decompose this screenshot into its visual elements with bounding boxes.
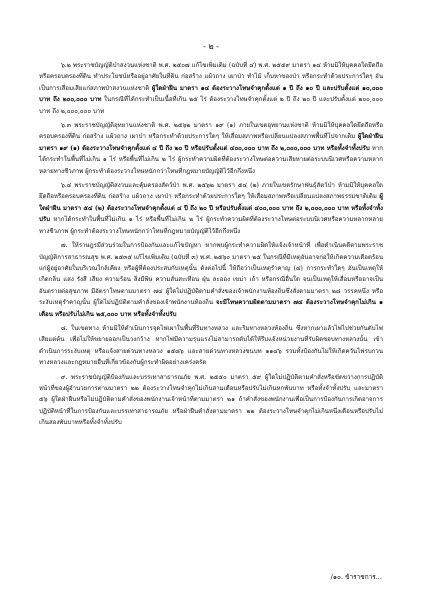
paragraph-text: ๘. ในเขตทาง ห้ามมิให้ดำเนินการจุดไฟเผาในพื้นที่ริมทางหลวง และริมทางหลวงท้องถิ่น ซึ่งหากเผาแล้วไฟไปช่วยกันดับไฟเสียแต่ต้น เพื่อไม่ให้ขยายออกเป็นวงกว้าง หากไฟมีความรุนแรงไม่สามารถดับได้ให้รีบแจ้งหน่วยงานที่รับผิดชอบทางหลวงนั้น เข้าดำเนินการระงับเหตุ หรือแจ้งสายด่วนทางหลวง ๑๕๘๖ และสายด่วนทางหลวงชนบท ๑๑๔๖ รวมทั้งป้องกันไม่ให้เกิดควันไฟรบกวนทางหลวงและกฎหมายอื่นที่เกี่ยวข้องกับผู้กระทำผิดอย่างเคร่งครัด bbox=[39, 324, 383, 367]
paragraph-6-4 bbox=[39, 180, 383, 237]
paragraph-text: ๖.๓ พระราชบัญญัติอุทยานแห่งชาติ พ.ศ. ๒๕๖๒ มาตรา ๑๙ (๑) ภายในเขตอุทยานแห่งชาติ ห้ามมิให้บุคคลใดยึดถือหรือครอบครองที่ดิน ก่อสร้าง แผ้วถาง เผาป่า หรือกระทำด้วยประการใดๆ ให้เสื่อมสภาพหรือเปลี่ยนแปลงสภาพพื้นที่ไปจากเดิม bbox=[39, 122, 383, 141]
paragraph-text: ๗. ให้ราษฎรมีส่วนร่วมในการป้องกันและแก้ไขปัญหา หากพบผู้กระทำความผิดให้แจ้งเจ้าหน้าที่ เพื่อดำเนินคดีตามพระราชบัญญัติการสาธารณสุข พ.ศ. ๒๕๓๕ แก้ไขเพิ่มเติม (ฉบับที่ ๓) พ.ศ. ๒๕๖๐ มาตรา ๒๕ ในกรณีที่มีเหตุอันอาจก่อให้เกิดความเดือดร้อนแก่ผู้อยู่อาศัยในบริเวณใกล้เคียง หรือผู้ที่ต้องประสบกับเหตุนั้น ดังต่อไปนี้ ให้ถือว่าเป็นเหตุรำคาญ (๔) การกระทำใดๆ อันเป็นเหตุให้เกิดกลิ่น แสง รังสี เสียง ความร้อน สิ่งมีพิษ ความสั่นสะเทือน ฝุ่น ละออง เขม่า เถ้า หรือกรณีอื่นใด จนเป็นเหตุให้เสื่อมหรืออาจเป็นอันตรายต่อสุขภาพ มีอัตราโทษตามมาตรา ๗๔ ผู้ใดไม่ปฏิบัติตามคำสั่งของเจ้าพนักงานท้องถิ่นซึ่งสั่งตามมาตรา ๒๘ วรรคหนึ่ง หรือระงับเหตุรำคาญนั้น ผู้ใดไม่ปฏิบัติตามคำสั่งของเจ้าพนักงานท้องถิ่น bbox=[39, 242, 383, 307]
paragraph-9 bbox=[39, 372, 383, 429]
paragraph-6-3 bbox=[39, 120, 383, 177]
paragraph-text-tail: ในกรณีที่ได้กระทำเป็นเนื้อที่เกิน ๒๕ ไร่ ต้องระวางโทษจำคุกตั้งแต่ ๒ ปี ถึง ๒๐ ปี และปรับตั้งแต่ ๒๐๐,๐๐๐ บาท ถึง ๒,๐๐๐,๐๐๐ บาท bbox=[39, 96, 383, 115]
penalty-text: จะมีโทษความผิดตามมาตรา ๗๔ ต้องระวางโทษจำคุกไม่เกิน ๑ เดือน หรือปรับไม่เกิน ๒๕,๐๐๐ บาท หรือทั้งจำทั้งปรับ bbox=[39, 299, 383, 318]
document-body bbox=[39, 60, 383, 432]
paragraph-text: ๖.๔ พระราชบัญญัติสงวนและคุ้มครองสัตว์ป่า พ.ศ. ๒๕๖๒ มาตรา ๕๔ (๒) ภายในเขตรักษาพันธุ์สัตว์ป่า ห้ามมิให้บุคคลใดยึดถือหรือครอบครองที่ดิน ก่อสร้าง แผ้วถาง เผาป่า หรือกระทำด้วยประการใดๆ ให้เสื่อมสภาพหรือเปลี่ยนแปลงสภาพธรรมชาติเดิม bbox=[39, 182, 383, 201]
paragraph-text-tail: หากได้กระทำในพื้นที่ไม่เกิน ๑ ไร่ หรือพื้นที่ไม่เกิน ๒ ไร่ ผู้กระทำความผิดที่ต้องระวางโทษต่อความเสียหายต่อระบบนิเวศหรือความหลากหลายทางชีวภาพ ผู้กระทำต้องระวางโทษหนักกว่าโทษที่กฎหมายบัญญัติไว้อีกกึ่งหนึ่ง bbox=[39, 144, 383, 175]
paragraph-text: ๙. พระราชบัญญัติป้องกันและบรรเทาสาธารณภัย พ.ศ. ๒๕๕๐ มาตรา ๕๙ ผู้ใดไม่ปฏิบัติตามคำสั่งหรือขัดขวางการปฏิบัติหน้าที่ของผู้อำนวยการตามมาตรา ๒๒ ต้องระวางโทษจำคุกไม่เกินสามเดือนหรือปรับไม่เกินหกพันบาท หรือทั้งจำทั้งปรับ และมาตรา ๕๖ ผู้ใดฝ่าฝืนหรือไม่ปฏิบัติตามคำสั่งของพนักงานเจ้าหน้าที่ตามมาตรา ๒๑ ถ้าคำสั่งของพนักงานเพื่อเป็นการป้องกันการเกิดอาจการปฏิบัติหน้าที่ในการป้องกันและบรรเทาสาธารณภัย หรือฝ่าฝืนคำสั่งตามมาตรา ๒๒ ต้องระวางโทษจำคุกไม่เกินหนึ่งเดือนหรือปรับไม่เกินสองพันบาทหรือทั้งจำทั้งปรับ bbox=[39, 373, 383, 427]
page-number: - ๒ - bbox=[203, 42, 219, 51]
paragraph-8 bbox=[39, 323, 383, 369]
paragraph-7 bbox=[39, 240, 383, 320]
paragraph-text: ๖.๒ พระราชบัญญัติป่าสงวนแห่งชาติ พ.ศ. ๒๕๐๗ แก้ไขเพิ่มเติม (ฉบับที่ ๔) พ.ศ. ๒๕๕๙ มาตรา ๑๔ ห้ามมิให้บุคคลใดยึดถือหรือครอบครองที่ดิน ทำประโยชน์หรืออยู่อาศัยในที่ดิน ก่อสร้าง แผ้วถาง เผาป่า ทำไม้ เก็บหาของป่า หรือกระทำด้วยประการใดๆ อันเป็นการเสื่อมเสียแก่สภาพป่าสงวนแห่งชาติ bbox=[39, 62, 383, 92]
paragraph-6-2 bbox=[39, 60, 383, 117]
penalty-text: ผู้ใดฝ่าฝืน มาตรา ๕๔ (๒) ต้องระวางโทษจำคุกตั้งแต่ ๔ ปี ถึง ๒๐ ปี หรือปรับตั้งแต่ ๔๐๐,๐๐๐ บาท ถึง ๒,๐๐๐,๐๐๐ บาท หรือทั้งจำทั้งปรับ bbox=[39, 193, 383, 224]
paragraph-text-tail: หากได้กระทำในพื้นที่ไม่เกิน ๑ ไร่ หรือพื้นที่ไม่เกิน ๒ ไร่ ผู้กระทำความผิดที่ต้องระวางโทษต่อระบบนิเวศหรือความหลากหลายทางชีวภาพ ผู้กระทำต้องระวางโทษหนักกว่าโทษที่กฎหมายบัญญัติไว้อีกกึ่งหนึ่ง bbox=[39, 216, 383, 235]
penalty-text: ผู้ใดฝ่าฝืน มาตรา ๑๔ ต้องระวางโทษจำคุกตั้งแต่ ๑ ปี ถึง ๑๐ ปี และปรับตั้งแต่ ๑๐,๐๐๐ บาท ถึง ๒๐๐,๐๐๐ บาท bbox=[39, 84, 383, 104]
continuation-marker: /๑๐. ข้าราชการ... bbox=[330, 573, 382, 581]
penalty-text: ผู้ใดฝ่าฝืน มาตรา ๑๙ (๑) ต้องระวางโทษจำคุกตั้งแต่ ๔ ปี ถึง ๒๐ ปี หรือปรับตั้งแต่ ๔๐๐,๐๐๐ บาท ถึง ๒,๐๐๐,๐๐๐ บาท หรือทั้งจำทั้งปรับ bbox=[39, 133, 383, 152]
